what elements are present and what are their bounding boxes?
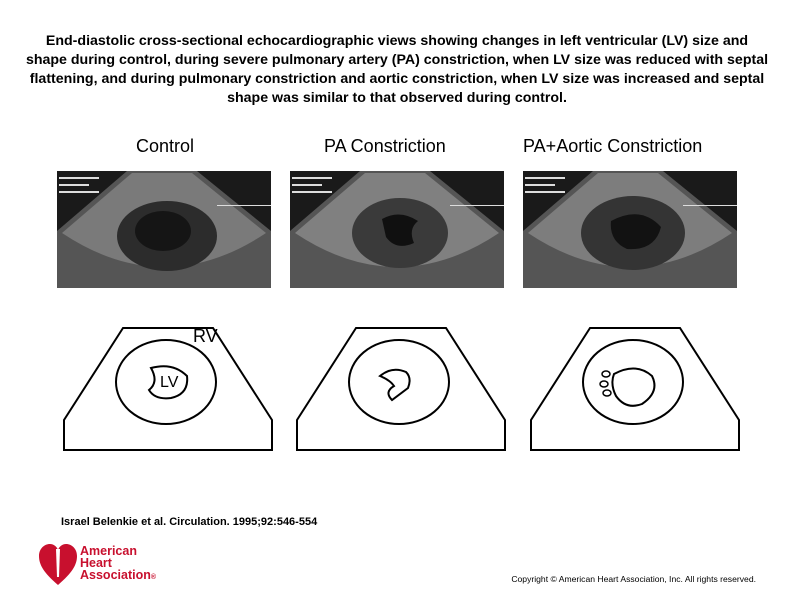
aha-heart-torch-logo-icon [38, 539, 78, 587]
echo-image-control [57, 171, 271, 288]
panel-label-pa-constriction: PA Constriction [324, 136, 446, 156]
schematic-pa-aortic-constriction [530, 320, 740, 455]
aha-logo-text [80, 545, 156, 584]
figure-caption: End-diastolic cross-sectional echocardiographic views showing changes in left ventricular (LV) size and shape during control, during severe pulmonary artery (PA) constriction, when LV size was reduced with septal flattening, and during pulmonary constriction and aortic constriction, when LV size was increased and septal shape was similar to that observed during control. [25, 33, 769, 106]
copyright-notice: Copyright © American Heart Association, Inc. All rights reserved. [511, 574, 756, 584]
panel-label-pa-aortic-constriction: PA+Aortic Constriction [523, 136, 703, 156]
echo-image-pa-constriction [290, 171, 504, 288]
logo-registered: ® [150, 574, 157, 581]
echo-image-pa-aortic-constriction [523, 171, 737, 288]
label-lv: LV [160, 374, 179, 391]
logo-line-association: Association [80, 568, 151, 582]
logo-line-american: American [80, 544, 137, 558]
logo-line-heart: Heart [80, 556, 112, 570]
schematic-pa-constriction [296, 320, 506, 455]
citation: Israel Belenkie et al. Circulation. 1995;92:546-554 [61, 516, 318, 528]
panel-label-control: Control [136, 136, 195, 156]
label-rv: RV [193, 326, 218, 346]
